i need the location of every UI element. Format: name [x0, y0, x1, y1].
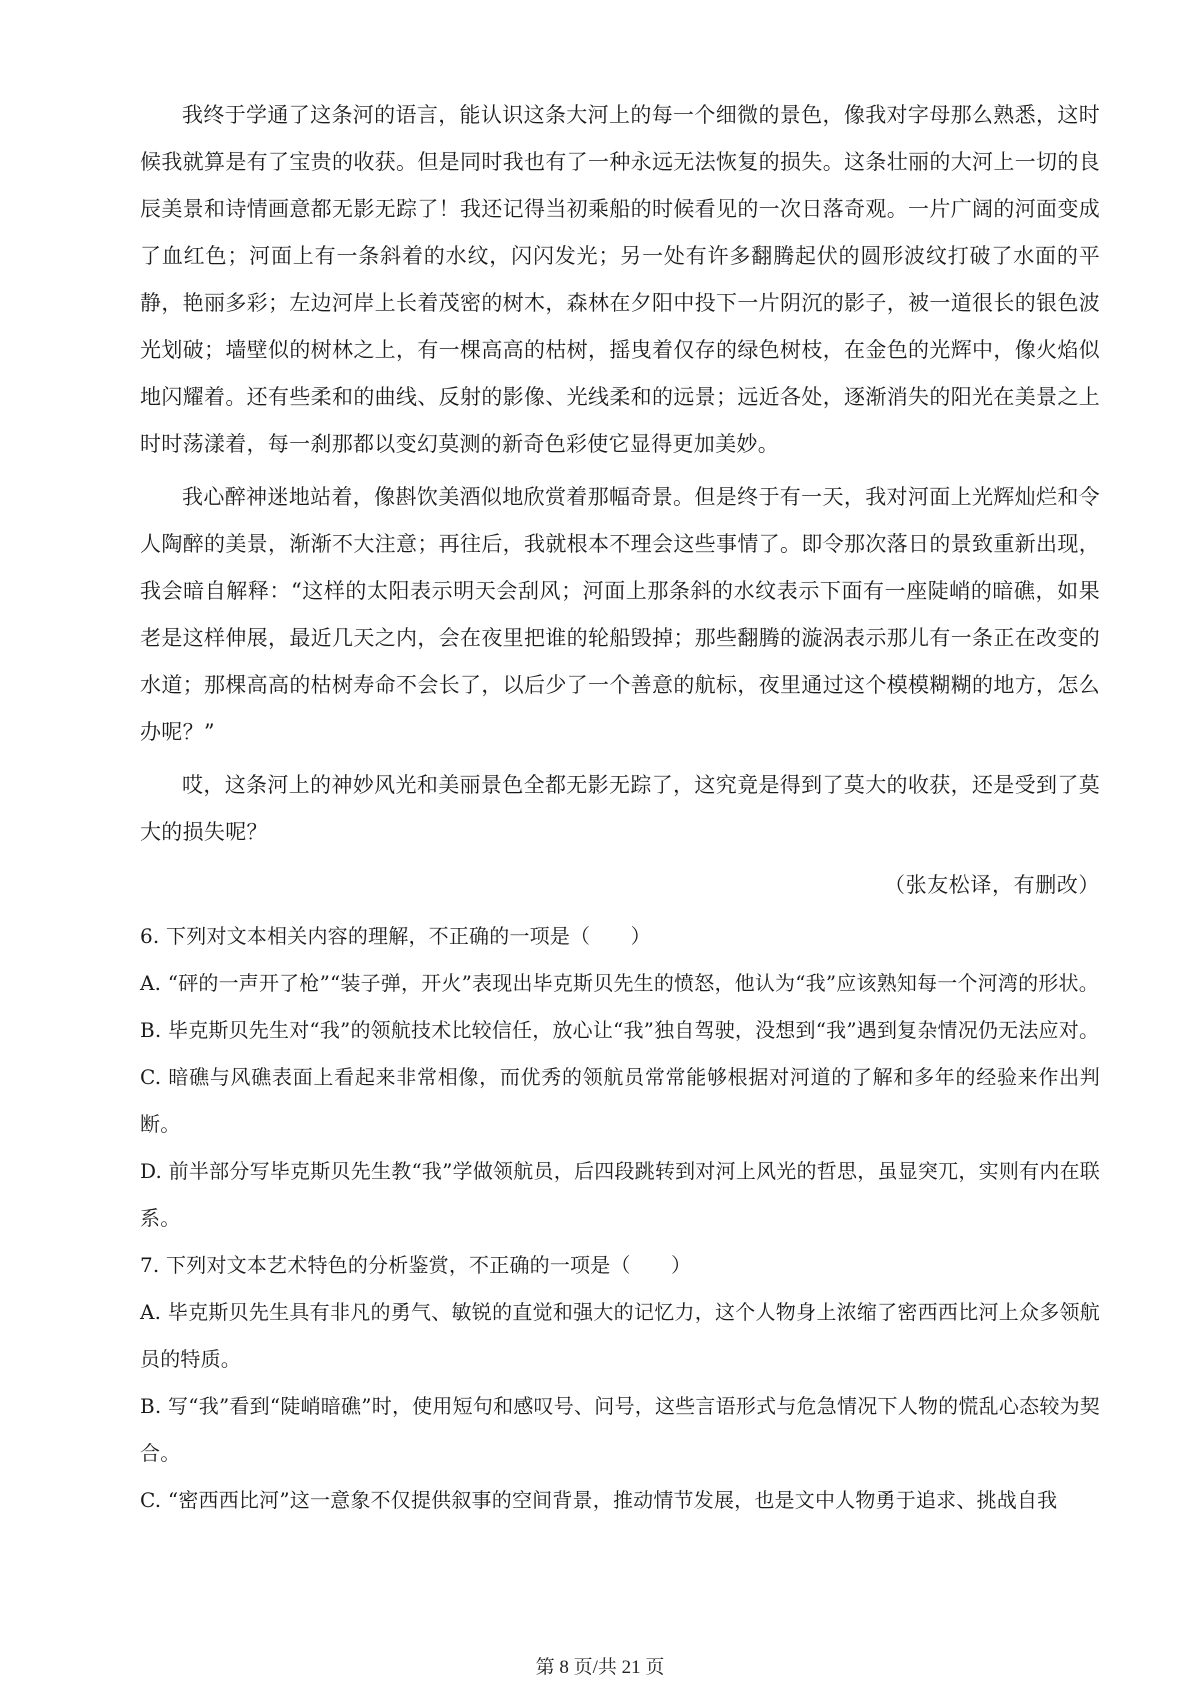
option-d: D. 前半部分写毕克斯贝先生教“我”学做领航员，后四段跳转到对河上风光的哲思，虽显突兀，实则有内在联系。 [140, 1159, 1100, 1230]
reading-passage [140, 92, 1100, 909]
translator-attribution: （张友松译，有删改） [884, 873, 1100, 897]
question-6 [140, 913, 1100, 1242]
option-a: A. 毕克斯贝先生具有非凡的勇气、敏锐的直觉和强大的记忆力，这个人物身上浓缩了密西西比河上众多领航员的特质。 [140, 1300, 1100, 1371]
page-content [140, 92, 1100, 1524]
page-number-footer: 第 8 页/共 21 页 [535, 1657, 665, 1678]
option-c: C. “密西西比河”这一意象不仅提供叙事的空间背景，推动情节发展，也是文中人物勇于追求、挑战自我 [140, 1488, 1058, 1512]
passage-paragraph-1: 我终于学通了这条河的语言，能认识这条大河上的每一个细微的景色，像我对字母那么熟悉，这时候我就算是有了宝贵的收获。但是同时我也有了一种永远无法恢复的损失。这条壮丽的大河上一切的良辰美景和诗情画意都无影无踪了！我还记得当初乘船的时候看见的一次日落奇观。一片广阔的河面变成了血红色；河面上有一条斜着的水纹，闪闪发光；另一处有许多翻腾起伏的圆形波纹打破了水面的平静，艳丽多彩；左边河岸上长着茂密的树木，森林在夕阳中投下一片阴沉的影子，被一道很长的银色波光划破；墙壁似的树林之上，有一棵高高的枯树，摇曳着仅存的绿色树枝，在金色的光辉中，像火焰似地闪耀着。还有些柔和的曲线、反射的影像、光线柔和的远景；远近各处，逐渐消失的阳光在美景之上时时荡漾着，每一刹那都以变幻莫测的新奇色彩使它显得更加美妙。 [140, 103, 1100, 456]
passage-paragraph-3: 哎，这条河上的神妙风光和美丽景色全都无影无踪了，这究竟是得到了莫大的收获，还是受到了莫大的损失呢？ [140, 773, 1100, 844]
passage-paragraph-2: 我心醉神迷地站着，像斟饮美酒似地欣赏着那幅奇景。但是终于有一天，我对河面上光辉灿烂和令人陶醉的美景，渐渐不大注意；再往后，我就根本不理会这些事情了。即令那次落日的景致重新出现，我会暗自解释：“这样的太阳表示明天会刮风；河面上那条斜的水纹表示下面有一座陡峭的暗礁，如果老是这样伸展，最近几天之内，会在夜里把谁的轮船毁掉；那些翻腾的漩涡表示那儿有一条正在改变的水道；那棵高高的枯树寿命不会长了，以后少了一个善意的航标，夜里通过这个模模糊糊的地方，怎么办呢？” [140, 485, 1100, 744]
question-stem: 6. 下列对文本相关内容的理解，不正确的一项是（ ） [140, 924, 651, 948]
option-b: B. 写“我”看到“陡峭暗礁”时，使用短句和感叹号、问号，这些言语形式与危急情况下人物的慌乱心态较为契合。 [140, 1394, 1100, 1465]
option-a: A. “砰的一声开了枪”“装子弹，开火”表现出毕克斯贝先生的愤怒，他认为“我”应该熟知每一个河湾的形状。 [140, 971, 1099, 995]
question-7 [140, 1242, 1100, 1524]
option-b: B. 毕克斯贝先生对“我”的领航技术比较信任，放心让“我”独自驾驶，没想到“我”遇到复杂情况仍无法应对。 [140, 1018, 1100, 1042]
question-stem: 7. 下列对文本艺术特色的分析鉴赏，不正确的一项是（ ） [140, 1253, 692, 1277]
option-c: C. 暗礁与风礁表面上看起来非常相像，而优秀的领航员常常能够根据对河道的了解和多年的经验来作出判断。 [140, 1065, 1100, 1136]
